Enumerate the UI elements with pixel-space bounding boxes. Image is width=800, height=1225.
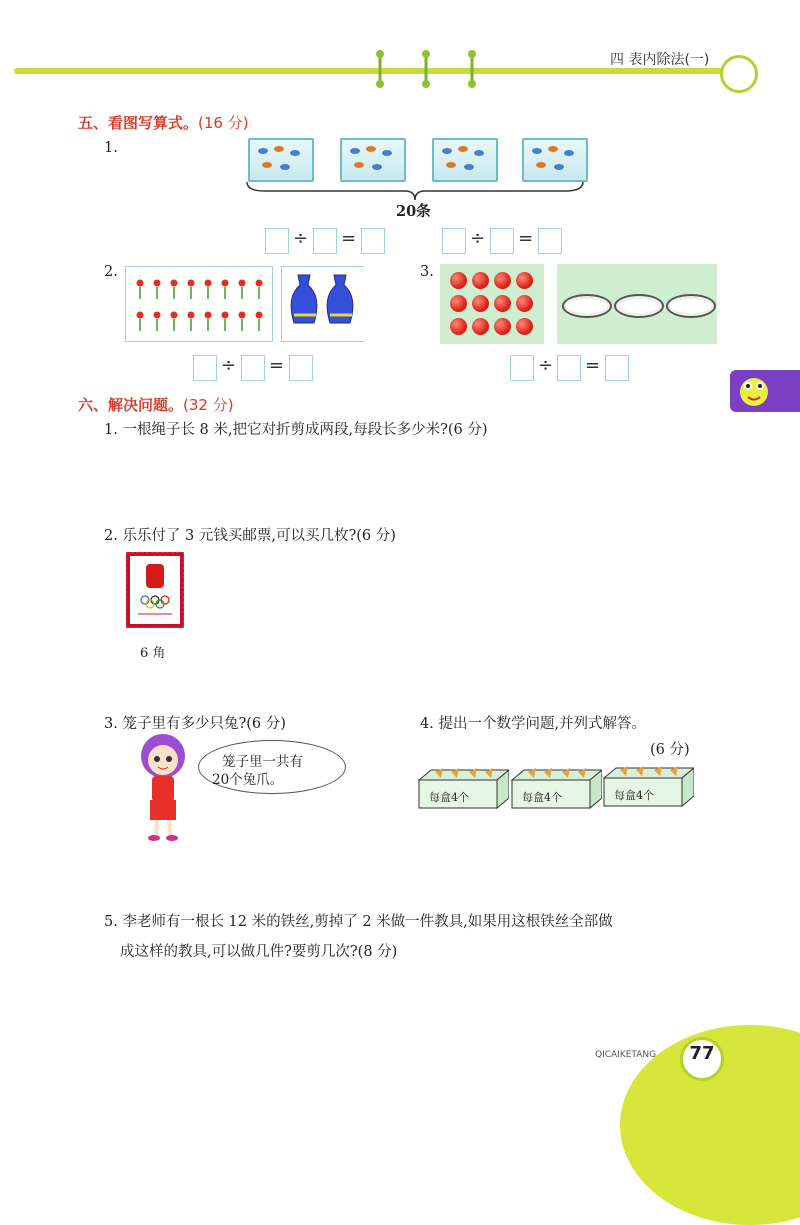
binder-ring-icon	[421, 50, 431, 88]
section6-heading: 六、解决问题。	[78, 396, 184, 414]
vase-icon	[282, 267, 364, 341]
section6-points: (32 分)	[183, 396, 234, 414]
answer-box[interactable]	[442, 228, 466, 254]
fish-tank-icon	[432, 138, 498, 182]
answer-box[interactable]	[265, 228, 289, 254]
equals-sign: =	[269, 355, 285, 376]
binder-ring-icon	[467, 50, 477, 88]
vases-frame	[281, 266, 364, 342]
flowers-frame	[125, 266, 273, 342]
answer-box[interactable]	[510, 355, 534, 381]
girl-icon	[130, 732, 196, 844]
chapter-title: 四 表内除法(一)	[610, 52, 710, 68]
answer-box[interactable]	[289, 355, 313, 381]
problem-5-line-2: 成这样的教具,可以做几件?要剪几次?(8 分)	[120, 944, 398, 960]
divide-sign: ÷	[221, 355, 237, 376]
frog-icon	[730, 370, 772, 412]
answer-box[interactable]	[193, 355, 217, 381]
answer-box[interactable]	[490, 228, 514, 254]
apples-frame	[440, 264, 544, 344]
answer-box[interactable]	[361, 228, 385, 254]
q1-number: 1.	[104, 140, 118, 156]
divide-sign: ÷	[538, 355, 554, 376]
divide-sign: ÷	[293, 228, 309, 249]
problem-4-text: 4. 提出一个数学问题,并列式解答。	[420, 716, 647, 732]
fish-tank-icon	[522, 138, 588, 182]
box-label: 每盒4个	[522, 791, 562, 804]
equals-sign: =	[518, 228, 534, 249]
plate-icon	[614, 294, 664, 318]
stamp-price: 6 角	[140, 646, 166, 661]
fish-tank-icon	[340, 138, 406, 182]
footer-brand: QICAIKETANG	[595, 1050, 657, 1060]
problem-5-line-1: 5. 李老师有一根长 12 米的铁丝,剪掉了 2 米做一件教具,如果用这根铁丝全部做	[104, 914, 613, 930]
page-number: 77	[689, 1043, 715, 1064]
divide-sign: ÷	[470, 228, 486, 249]
binder-ring-icon	[375, 50, 385, 88]
answer-box[interactable]	[241, 355, 265, 381]
section5-heading: 五、看图写算式。	[78, 114, 199, 132]
flower-icon	[126, 267, 272, 341]
answer-box[interactable]	[605, 355, 629, 381]
stamp-image	[126, 552, 184, 628]
answer-box[interactable]	[313, 228, 337, 254]
bubble-line-2: 20个兔爪。	[212, 772, 284, 788]
section5-points: (16 分)	[198, 114, 249, 132]
problem-1-text: 1. 一根绳子长 8 米,把它对折剪成两段,每段长多少米?(6 分)	[104, 422, 488, 438]
brace-icon	[245, 180, 585, 202]
problem-3-text: 3. 笼子里有多少只兔?(6 分)	[104, 716, 286, 732]
answer-box[interactable]	[538, 228, 562, 254]
box-label: 每盒4个	[429, 791, 469, 804]
side-tab	[730, 370, 800, 412]
problem-2-text: 2. 乐乐付了 3 元钱买邮票,可以买几枚?(6 分)	[104, 528, 396, 544]
plate-icon	[666, 294, 716, 318]
q1-total-label: 20条	[396, 203, 431, 220]
plates-frame	[557, 264, 717, 344]
problem-4-points: (6 分)	[650, 742, 690, 758]
olympic-stamp-icon	[130, 556, 180, 624]
bubble-line-1: 笼子里一共有	[222, 754, 303, 770]
q2-number: 2.	[104, 264, 118, 280]
section6-title	[78, 394, 234, 415]
ice-cream-box	[600, 766, 694, 808]
equals-sign: =	[585, 355, 601, 376]
ice-cream-box	[415, 768, 509, 810]
q3-number: 3.	[420, 264, 434, 280]
plate-icon	[562, 294, 612, 318]
equals-sign: =	[341, 228, 357, 249]
section5-title	[78, 112, 249, 133]
answer-box[interactable]	[557, 355, 581, 381]
box-label: 每盒4个	[614, 789, 654, 802]
ice-cream-box	[508, 768, 602, 810]
mascot-logo-icon	[720, 55, 758, 93]
fish-tank-icon	[248, 138, 314, 182]
